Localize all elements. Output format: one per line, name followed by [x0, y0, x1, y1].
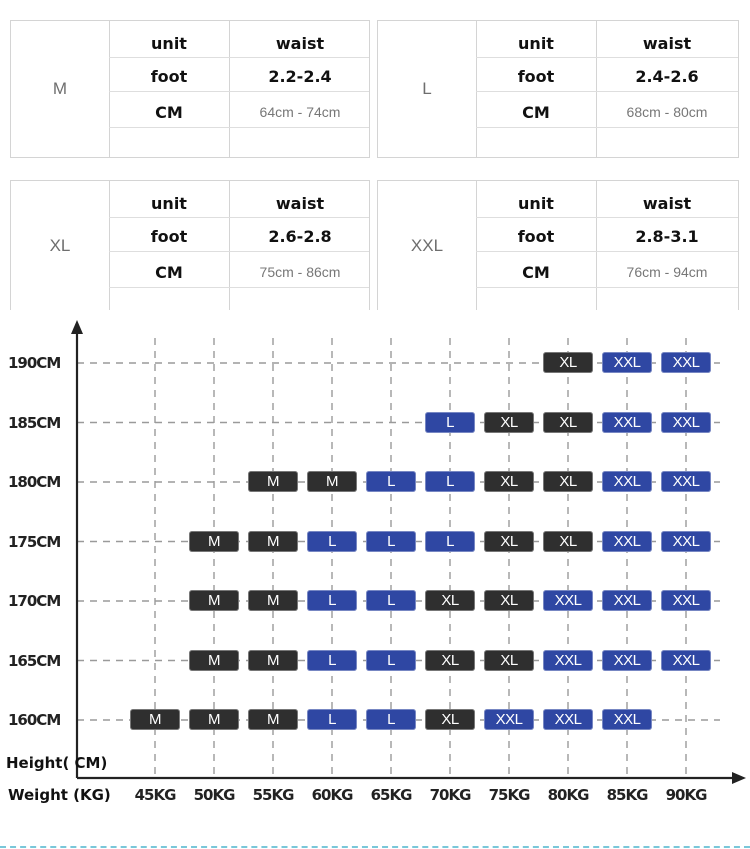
size-badge: XXL [602, 412, 652, 433]
foot-value: 2.2-2.4 [268, 66, 332, 86]
size-badge: XXL [602, 471, 652, 492]
foot-label: foot [150, 66, 188, 86]
size-badge: XXL [543, 650, 593, 671]
waist-header: waist [642, 33, 692, 53]
x-tick-label: 60KG [311, 786, 353, 804]
waist-header: waist [275, 193, 325, 213]
cm-label: CM [522, 262, 550, 282]
foot-label: foot [517, 226, 555, 246]
x-tick-label: 65KG [370, 786, 412, 804]
size-badge: XXL [602, 590, 652, 611]
size-badge: L [425, 531, 475, 552]
size-table-xxl [377, 180, 739, 310]
y-axis-arrow [71, 320, 83, 334]
size-badge: L [425, 471, 475, 492]
size-badge: L [366, 531, 416, 552]
size-name: XXL [410, 235, 444, 255]
size-badge: XXL [661, 471, 711, 492]
cm-value: 75cm - 86cm [259, 264, 341, 280]
size-table-m [10, 20, 370, 158]
size-badge: L [366, 471, 416, 492]
cm-label: CM [522, 102, 550, 122]
y-tick-label: 175CM [8, 532, 61, 551]
unit-header: unit [151, 33, 187, 53]
size-badge: XXL [484, 709, 534, 730]
size-badge: M [248, 709, 298, 730]
size-badge: XL [543, 352, 593, 373]
size-badge: M [189, 531, 239, 552]
y-tick-label: 180CM [8, 473, 61, 491]
size-table-xl [10, 180, 370, 310]
x-tick-label: 55KG [252, 786, 294, 804]
size-badge: M [130, 709, 180, 730]
size-badge: XL [484, 590, 534, 611]
size-badge: XXL [602, 709, 652, 730]
cm-value: 64cm - 74cm [259, 104, 341, 120]
size-grid [109, 181, 369, 310]
size-badge: XL [543, 412, 593, 433]
x-tick-label: 80KG [547, 786, 589, 804]
size-name: XL [49, 235, 71, 255]
size-badge: XXL [543, 709, 593, 730]
foot-value: 2.8-3.1 [635, 226, 699, 246]
size-badge: XL [543, 531, 593, 552]
y-tick-label: 190CM [8, 354, 61, 372]
foot-value: 2.6-2.8 [268, 226, 332, 246]
size-badge: XXL [661, 412, 711, 433]
y-tick-label: 160CM [8, 711, 61, 729]
y-tick-label: 165CM [8, 651, 61, 670]
size-badge: XL [425, 650, 475, 671]
size-badge: M [248, 590, 298, 611]
size-chart [0, 318, 750, 849]
size-badge: XXL [661, 531, 711, 552]
x-axis-arrow [732, 772, 746, 784]
size-badge: XL [484, 412, 534, 433]
size-badge: XL [484, 531, 534, 552]
size-badge: XL [543, 471, 593, 492]
size-badge: L [425, 412, 475, 433]
size-badge: L [307, 709, 357, 730]
unit-header: unit [151, 193, 187, 213]
size-name: L [422, 79, 432, 98]
cm-value: 76cm - 94cm [626, 264, 708, 280]
x-tick-label: 85KG [606, 786, 648, 804]
size-grid [109, 21, 369, 157]
size-badge: XXL [543, 590, 593, 611]
size-badge: XXL [661, 650, 711, 671]
size-badge: M [248, 531, 298, 552]
size-badge: M [248, 471, 298, 492]
size-badge: XL [425, 590, 475, 611]
size-table-l [377, 20, 739, 158]
unit-header: unit [518, 33, 554, 53]
y-tick-label: 170CM [8, 592, 61, 610]
size-badge: L [366, 709, 416, 730]
chart-grid [0, 318, 750, 849]
x-tick-label: 75KG [488, 786, 530, 804]
size-badge: L [307, 590, 357, 611]
size-badge: L [366, 590, 416, 611]
size-badge: XL [425, 709, 475, 730]
size-badge: M [189, 590, 239, 611]
size-badge: L [307, 531, 357, 552]
size-badge: M [248, 650, 298, 671]
waist-header: waist [275, 33, 325, 53]
cm-value: 68cm - 80cm [626, 104, 708, 120]
size-name: M [52, 79, 68, 98]
size-grid [476, 21, 738, 157]
cm-label: CM [155, 102, 183, 122]
waist-header: waist [642, 193, 692, 213]
size-badge: XXL [602, 650, 652, 671]
foot-label: foot [150, 226, 188, 246]
y-tick-label: 185CM [8, 413, 61, 432]
size-badge: L [307, 650, 357, 671]
size-badge: XL [484, 471, 534, 492]
size-grid [476, 181, 738, 310]
x-axis-title: Weight (KG) [8, 786, 111, 804]
size-badge: XXL [661, 590, 711, 611]
size-badge: M [307, 471, 357, 492]
unit-header: unit [518, 193, 554, 213]
cm-label: CM [155, 262, 183, 282]
foot-value: 2.4-2.6 [635, 66, 699, 86]
x-tick-label: 50KG [193, 786, 235, 804]
foot-label: foot [517, 66, 555, 86]
size-badge: L [366, 650, 416, 671]
x-tick-label: 70KG [429, 786, 471, 804]
x-tick-label: 90KG [665, 786, 707, 804]
size-badge: XXL [661, 352, 711, 373]
y-axis-title: Height( CM) [6, 754, 108, 772]
size-badge: XL [484, 650, 534, 671]
size-badge: XXL [602, 352, 652, 373]
bottom-divider [0, 846, 750, 848]
x-tick-label: 45KG [134, 786, 176, 804]
size-badge: XXL [602, 531, 652, 552]
size-badge: M [189, 709, 239, 730]
size-badge: M [189, 650, 239, 671]
